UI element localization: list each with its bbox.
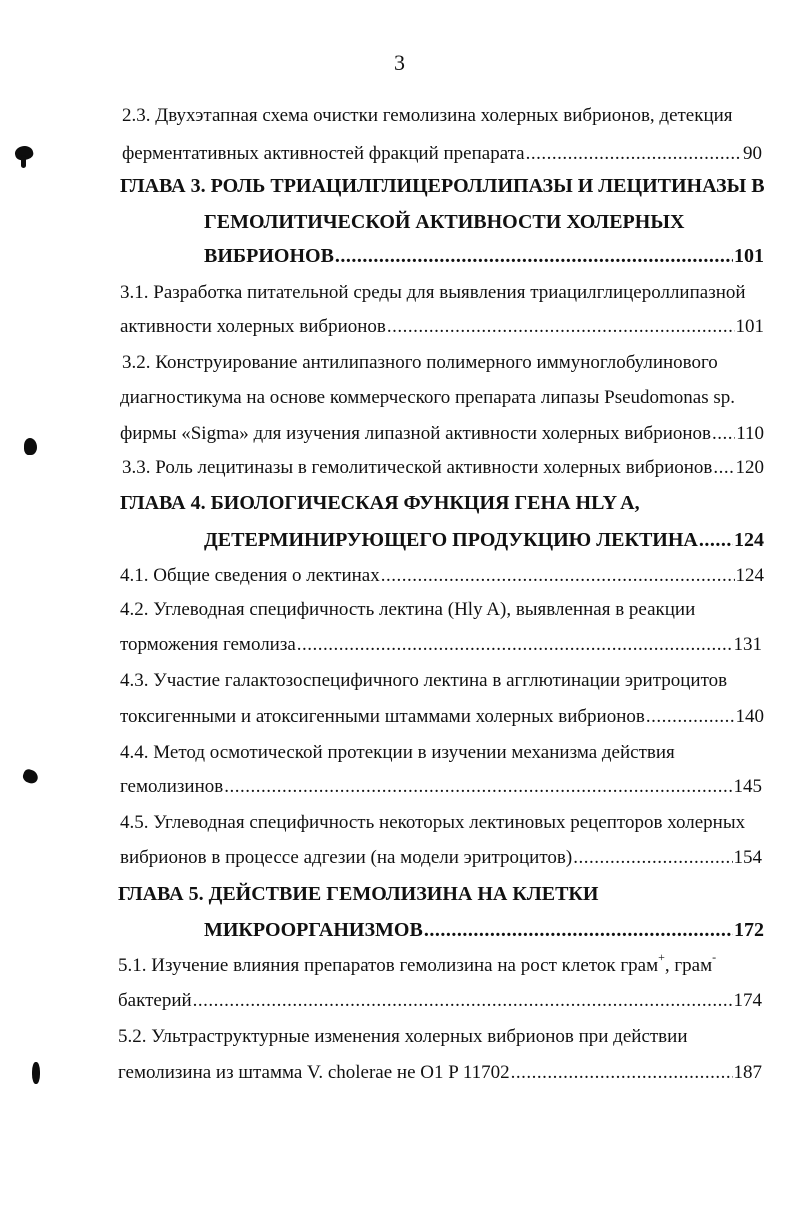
toc-entry-4-2[interactable]: [120, 632, 762, 658]
dot-leader: [297, 632, 733, 658]
page-ref: 124: [734, 529, 764, 551]
page-ref: 154: [733, 847, 762, 868]
scan-mark-4: [32, 1062, 40, 1084]
toc-entry-4-5[interactable]: [120, 845, 762, 871]
dot-leader: [712, 421, 735, 447]
dot-leader: [646, 704, 735, 730]
toc-chapter-5[interactable]: [204, 917, 764, 943]
page-ref: 101: [734, 245, 764, 267]
chapter-4-line2: ДЕТЕРМИНИРУЮЩЕГО ПРОДУКЦИЮ ЛЕКТИНА: [204, 529, 698, 551]
toc-4-4-line2: гемолизинов: [120, 776, 224, 797]
chapter-3-line1: ГЛАВА 3. РОЛЬ ТРИАЦИЛГЛИЦЕРОЛЛИПАЗЫ И ЛЕЦИТИНАЗЫ В: [120, 175, 765, 197]
dot-leader: [335, 243, 733, 269]
chapter-3-line2: ГЕМОЛИТИЧЕСКОЙ АКТИВНОСТИ ХОЛЕРНЫХ: [204, 211, 685, 233]
toc-5-1-text-a: 5.1. Изучение влияния препаратов гемолизина на рост клеток грам: [118, 955, 659, 976]
toc-3-1-line1: 3.1. Разработка питательной среды для выявления триацилглицероллипазной: [120, 282, 746, 303]
dot-leader: [381, 563, 735, 589]
superscript-plus: +: [658, 949, 665, 964]
toc-4-4-line1: 4.4. Метод осмотической протекции в изучении механизма действия: [120, 742, 675, 763]
toc-2-3-line2: ферментативных активностей фракций препарата: [122, 143, 525, 164]
page-ref: 187: [733, 1062, 762, 1083]
page-ref: 145: [733, 776, 762, 797]
dot-leader: [713, 455, 734, 481]
toc-chapter-3[interactable]: [204, 243, 764, 269]
page-ref: 172: [734, 919, 764, 941]
toc-3-1-line2: активности холерных вибрионов: [120, 316, 386, 337]
scan-mark-3: [21, 768, 40, 785]
toc-entry-2-3[interactable]: [122, 141, 762, 167]
dot-leader: [526, 141, 742, 167]
toc-entry-3-2[interactable]: [120, 421, 764, 447]
chapter-5-line1: ГЛАВА 5. ДЕЙСТВИЕ ГЕМОЛИЗИНА НА КЛЕТКИ: [118, 883, 599, 905]
toc-4-5-line1: 4.5. Углеводная специфичность некоторых лектиновых рецепторов холерных: [120, 812, 746, 833]
toc-3-3-line1: 3.3. Роль лецитиназы в гемолитической активности холерных вибрионов: [122, 457, 713, 478]
toc-entry-5-2[interactable]: [118, 1060, 762, 1086]
toc-2-3-line1: 2.3. Двухэтапная схема очистки гемолизина холерных вибрионов, детекция: [122, 105, 733, 126]
toc-4-3-line1: 4.3. Участие галактозоспецифичного лектина в агглютинации эритроцитов: [120, 670, 728, 691]
chapter-5-line2: МИКРООРГАНИЗМОВ: [204, 919, 423, 941]
toc-entry-4-1[interactable]: [120, 563, 764, 589]
chapter-3-line3: ВИБРИОНОВ: [204, 245, 334, 267]
dot-leader: [387, 314, 735, 340]
toc-entry-4-3[interactable]: [120, 704, 764, 730]
page-ref: 174: [733, 990, 762, 1011]
toc-4-3-line2: токсигенными и атоксигенными штаммами холерных вибрионов: [120, 706, 645, 727]
dot-leader: [224, 774, 732, 800]
page-ref: 101: [735, 316, 764, 337]
superscript-minus: -: [712, 949, 717, 964]
dot-leader: [573, 845, 732, 871]
dot-leader: [193, 988, 733, 1014]
page-ref: 140: [735, 706, 764, 727]
page-ref: 124: [735, 565, 764, 586]
toc-entry-3-3[interactable]: [122, 455, 764, 481]
dot-leader: [699, 527, 733, 553]
toc-entry-4-4[interactable]: [120, 774, 762, 800]
toc-5-1-line1: [118, 949, 717, 979]
toc-3-2-line1: 3.2. Конструирование антилипазного полимерного иммуноглобулинового: [122, 352, 718, 373]
scan-mark-1-tail: [21, 155, 26, 168]
toc-3-2-line3: фирмы «Sigma» для изучения липазной активности холерных вибрионов: [120, 423, 711, 444]
toc-5-1-text-b: , грам: [664, 955, 713, 976]
page-ref: 90: [743, 143, 762, 164]
toc-4-5-line2: вибрионов в процессе адгезии (на модели эритроцитов): [120, 847, 573, 868]
dot-leader: [511, 1060, 733, 1086]
toc-5-2-line2: гемолизина из штамма V. cholerae не O1 P 11702: [118, 1062, 510, 1083]
toc-entry-5-1[interactable]: [118, 988, 762, 1014]
page-number: 3: [394, 50, 405, 75]
toc-4-2-line1: 4.2. Углеводная специфичность лектина (Hly A), выявленная в реакции: [120, 599, 696, 620]
scan-mark-2: [24, 438, 37, 455]
dot-leader: [424, 917, 733, 943]
toc-5-2-line1: 5.2. Ультраструктурные изменения холерных вибрионов при действии: [118, 1026, 688, 1047]
page-ref: 120: [735, 457, 764, 478]
toc-3-2-line2: диагностикума на основе коммерческого препарата липазы Pseudomonas sp.: [120, 387, 736, 408]
toc-entry-3-1[interactable]: [120, 314, 764, 340]
toc-5-1-line2: бактерий: [118, 990, 192, 1011]
toc-4-2-line2: торможения гемолиза: [120, 634, 296, 655]
chapter-4-line1: ГЛАВА 4. БИОЛОГИЧЕСКАЯ ФУНКЦИЯ ГЕНА HLY A,: [120, 492, 640, 514]
page-ref: 110: [736, 423, 764, 444]
page-ref: 131: [733, 634, 762, 655]
toc-chapter-4[interactable]: [204, 527, 764, 553]
toc-4-1-line1: 4.1. Общие сведения о лектинах: [120, 565, 380, 586]
